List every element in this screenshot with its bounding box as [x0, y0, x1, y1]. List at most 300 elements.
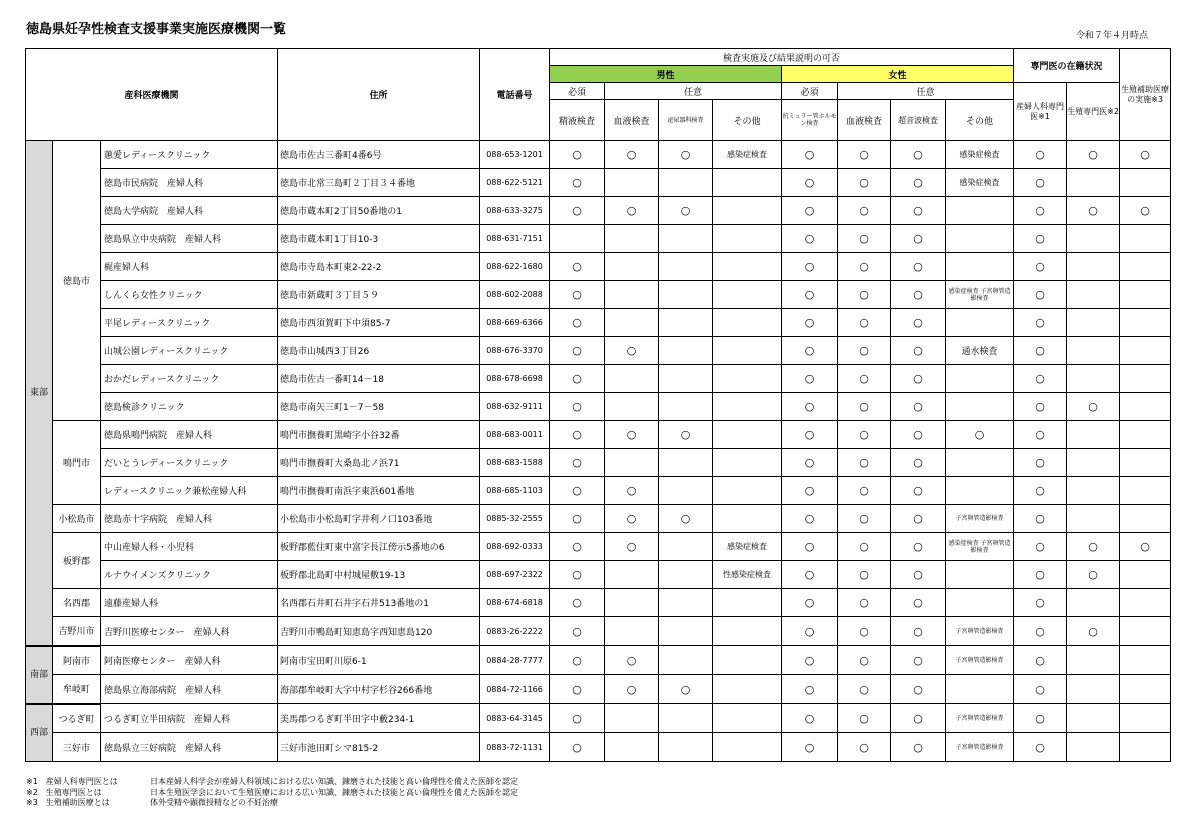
exam-note: 子宮卵管造影検査: [946, 704, 1014, 733]
availability-mark: [946, 309, 1014, 337]
availability-mark: [659, 589, 713, 617]
availability-mark: [1120, 617, 1171, 646]
availability-mark: [713, 197, 782, 225]
institution-phone: 088-676-3370: [480, 337, 550, 365]
institution-address: 美馬郡つるぎ町半田字中藪234-1: [278, 704, 480, 733]
availability-mark: ○: [550, 393, 605, 421]
footnote-key: ※3 生殖補助医療とは: [26, 798, 110, 807]
exam-note: 感染症検査: [713, 141, 782, 169]
availability-mark: [659, 704, 713, 733]
availability-mark: [1067, 646, 1120, 675]
city-cell: 阿南市: [53, 646, 101, 675]
header-ultrasound: 超音波検査: [891, 100, 946, 141]
table-row: [26, 225, 1171, 253]
availability-mark: [605, 733, 659, 762]
availability-mark: [1067, 505, 1120, 533]
city-cell: 牟岐町: [53, 675, 101, 704]
table-row: [26, 169, 1171, 197]
availability-mark: [659, 365, 713, 393]
availability-mark: ○: [891, 141, 946, 169]
table-row: [26, 646, 1171, 675]
availability-mark: [1067, 225, 1120, 253]
availability-mark: ○: [1014, 449, 1067, 477]
institution-address: 板野郡藍住町東中富字長江傍示5番地の6: [278, 533, 480, 561]
exam-note: 子宮卵管造影検査: [946, 733, 1014, 762]
availability-mark: ○: [1120, 533, 1171, 561]
availability-mark: ○: [550, 505, 605, 533]
availability-mark: ○: [550, 477, 605, 505]
institution-address: 徳島市南矢三町1－7－58: [278, 393, 480, 421]
institution-name: レディースクリニック兼松産婦人科: [101, 477, 278, 505]
exam-note: 感染症検査 子宮卵管造影検査: [946, 533, 1014, 561]
exam-note: 感染症検査: [946, 169, 1014, 197]
availability-mark: [1120, 225, 1171, 253]
availability-mark: [1067, 337, 1120, 365]
institution-name: しんくら女性クリニック: [101, 281, 278, 309]
availability-mark: [659, 477, 713, 505]
availability-mark: ○: [838, 141, 891, 169]
institution-phone: 0884-72-1166: [480, 675, 550, 704]
availability-mark: [1120, 393, 1171, 421]
header-specialist: 専門医の在籍状況: [1014, 49, 1120, 83]
availability-mark: ○: [891, 533, 946, 561]
header-female: 女性: [782, 66, 1014, 83]
institution-name: 徳島県立三好病院 産婦人科: [101, 733, 278, 762]
as-of-date: 令和７年４月時点: [1076, 31, 1149, 41]
region-cell: 南部: [26, 646, 53, 704]
institution-address: 海部郡牟岐町大字中村字杉谷266番地: [278, 675, 480, 704]
availability-mark: ○: [1014, 393, 1067, 421]
availability-mark: [713, 253, 782, 281]
availability-mark: ○: [1014, 365, 1067, 393]
availability-mark: [713, 617, 782, 646]
city-cell: 吉野川市: [53, 617, 101, 646]
availability-mark: [1120, 561, 1171, 589]
table-row: [26, 733, 1171, 762]
availability-mark: [605, 589, 659, 617]
table-row: [26, 281, 1171, 309]
header-ob-specialist: 産婦人科専門医※1: [1014, 83, 1067, 141]
city-cell: つるぎ町: [53, 704, 101, 733]
availability-mark: [659, 281, 713, 309]
availability-mark: [1067, 704, 1120, 733]
availability-mark: ○: [782, 309, 838, 337]
availability-mark: ○: [550, 421, 605, 449]
availability-mark: ○: [891, 169, 946, 197]
availability-mark: ○: [1014, 169, 1067, 197]
availability-mark: [659, 337, 713, 365]
availability-mark: [1120, 449, 1171, 477]
availability-mark: ○: [1014, 253, 1067, 281]
institution-address: 鳴門市撫養町大桑島北ノ浜71: [278, 449, 480, 477]
availability-mark: ○: [550, 449, 605, 477]
availability-mark: ○: [782, 421, 838, 449]
institution-phone: 088-602-2088: [480, 281, 550, 309]
table-row: [26, 253, 1171, 281]
header-rep-specialist: 生殖専門医※2: [1067, 83, 1120, 141]
table-row: [26, 704, 1171, 733]
availability-mark: ○: [605, 646, 659, 675]
institution-name: 梶産婦人科: [101, 253, 278, 281]
availability-mark: [946, 365, 1014, 393]
availability-mark: ○: [550, 533, 605, 561]
institution-name: つるぎ町立半田病院 産婦人科: [101, 704, 278, 733]
availability-mark: [713, 589, 782, 617]
header-urology: 泌尿器科検査: [659, 100, 713, 141]
availability-mark: ○: [838, 505, 891, 533]
availability-mark: [659, 393, 713, 421]
institution-phone: 0883-72-1131: [480, 733, 550, 762]
institution-address: 徳島市蔵本町1丁目10-3: [278, 225, 480, 253]
availability-mark: [946, 253, 1014, 281]
footnotes: [26, 777, 518, 809]
header-exam-group: 検査実施及び結果説明の可否: [550, 49, 1014, 66]
institution-phone: 088-653-1201: [480, 141, 550, 169]
availability-mark: ○: [891, 225, 946, 253]
availability-mark: [946, 675, 1014, 704]
availability-mark: ○: [891, 281, 946, 309]
header-institution: 産科医療機関: [26, 49, 278, 141]
availability-mark: [713, 704, 782, 733]
availability-mark: ○: [782, 646, 838, 675]
availability-mark: [605, 225, 659, 253]
table-row: [26, 449, 1171, 477]
exam-note: 感染症検査 子宮卵管造影検査: [946, 281, 1014, 309]
availability-mark: ○: [891, 617, 946, 646]
availability-mark: ○: [782, 197, 838, 225]
availability-mark: ○: [1014, 675, 1067, 704]
institution-name: ルナウイメンズクリニック: [101, 561, 278, 589]
availability-mark: [1067, 253, 1120, 281]
header-amh: 抗ミュラー管ホルモン検査: [782, 100, 838, 141]
availability-mark: [713, 477, 782, 505]
institution-phone: 088-678-6698: [480, 365, 550, 393]
institution-address: 阿南市宝田町川原6-1: [278, 646, 480, 675]
availability-mark: ○: [550, 253, 605, 281]
institution-phone: 088-683-0011: [480, 421, 550, 449]
availability-mark: [713, 309, 782, 337]
institution-address: 吉野川市鴨島町知恵島字西知恵島120: [278, 617, 480, 646]
table-row: [26, 393, 1171, 421]
availability-mark: ○: [782, 505, 838, 533]
availability-mark: [1120, 675, 1171, 704]
institution-address: 板野郡北島町中村城屋敷19-13: [278, 561, 480, 589]
availability-mark: ○: [946, 421, 1014, 449]
institution-phone: 088-697-2322: [480, 561, 550, 589]
institution-name: 徳島県立海部病院 産婦人科: [101, 675, 278, 704]
availability-mark: ○: [1120, 197, 1171, 225]
availability-mark: ○: [1014, 141, 1067, 169]
availability-mark: ○: [550, 281, 605, 309]
institution-address: 徳島市佐古一番町14－18: [278, 365, 480, 393]
availability-mark: ○: [605, 533, 659, 561]
availability-mark: ○: [659, 197, 713, 225]
availability-mark: [1067, 281, 1120, 309]
institution-phone: 088-633-3275: [480, 197, 550, 225]
header-male-other: その他: [713, 100, 782, 141]
availability-mark: [713, 646, 782, 675]
availability-mark: ○: [891, 253, 946, 281]
availability-mark: ○: [891, 309, 946, 337]
availability-mark: [713, 733, 782, 762]
availability-mark: ○: [1014, 733, 1067, 762]
availability-mark: [659, 253, 713, 281]
availability-mark: [659, 533, 713, 561]
institution-name: 遠藤産婦人科: [101, 589, 278, 617]
availability-mark: [659, 733, 713, 762]
institution-rows: [26, 141, 1171, 762]
institution-phone: 088-692-0333: [480, 533, 550, 561]
availability-mark: [1120, 365, 1171, 393]
institution-phone: 088-622-5121: [480, 169, 550, 197]
institution-phone: 088-622-1680: [480, 253, 550, 281]
availability-mark: ○: [659, 141, 713, 169]
availability-mark: ○: [782, 337, 838, 365]
institution-name: 山城公園レディースクリニック: [101, 337, 278, 365]
header-male-blood: 血液検査: [605, 100, 659, 141]
institution-phone: 088-631-7151: [480, 225, 550, 253]
exam-note: 感染症検査: [713, 533, 782, 561]
footnote-text: 体外受精や顕微授精などの不妊治療: [150, 798, 278, 807]
availability-mark: ○: [1014, 225, 1067, 253]
availability-mark: [1120, 477, 1171, 505]
institution-address: 徳島市蔵本町2丁目50番地の1: [278, 197, 480, 225]
availability-mark: ○: [1014, 197, 1067, 225]
availability-mark: ○: [782, 365, 838, 393]
availability-mark: [713, 421, 782, 449]
availability-mark: ○: [550, 704, 605, 733]
availability-mark: ○: [838, 421, 891, 449]
availability-mark: ○: [1014, 477, 1067, 505]
availability-mark: ○: [1120, 141, 1171, 169]
header-female-other: その他: [946, 100, 1014, 141]
footnote-2: [26, 788, 518, 799]
availability-mark: [713, 281, 782, 309]
availability-mark: ○: [1014, 617, 1067, 646]
header-female-optional: 任意: [838, 83, 1014, 100]
availability-mark: ○: [550, 675, 605, 704]
table-row: [26, 561, 1171, 589]
availability-mark: ○: [605, 197, 659, 225]
institution-phone: 088-632-9111: [480, 393, 550, 421]
institution-phone: 088-669-6366: [480, 309, 550, 337]
availability-mark: ○: [838, 589, 891, 617]
institution-table: [25, 48, 1171, 762]
availability-mark: ○: [1067, 141, 1120, 169]
availability-mark: [1120, 646, 1171, 675]
availability-mark: [1120, 337, 1171, 365]
availability-mark: [605, 169, 659, 197]
table-row: [26, 505, 1171, 533]
availability-mark: ○: [838, 733, 891, 762]
availability-mark: ○: [782, 733, 838, 762]
availability-mark: [659, 169, 713, 197]
availability-mark: ○: [782, 449, 838, 477]
institution-address: 徳島市新蔵町３丁目５９: [278, 281, 480, 309]
availability-mark: ○: [838, 477, 891, 505]
availability-mark: [659, 449, 713, 477]
availability-mark: ○: [550, 141, 605, 169]
availability-mark: ○: [838, 646, 891, 675]
availability-mark: ○: [838, 225, 891, 253]
availability-mark: ○: [1067, 393, 1120, 421]
availability-mark: ○: [782, 617, 838, 646]
availability-mark: ○: [891, 505, 946, 533]
availability-mark: ○: [891, 675, 946, 704]
header-phone: 電話番号: [480, 49, 550, 141]
availability-mark: [605, 449, 659, 477]
availability-mark: ○: [1014, 704, 1067, 733]
institution-address: 小松島市小松島町字井利ノ口103番地: [278, 505, 480, 533]
availability-mark: [1120, 733, 1171, 762]
availability-mark: ○: [1014, 281, 1067, 309]
institution-phone: 088-685-1103: [480, 477, 550, 505]
availability-mark: ○: [550, 646, 605, 675]
availability-mark: ○: [1014, 337, 1067, 365]
institution-address: 徳島市佐古三番町4番6号: [278, 141, 480, 169]
header-semen: 精液検査: [550, 100, 605, 141]
availability-mark: [713, 365, 782, 393]
institution-name: 徳島市民病院 産婦人科: [101, 169, 278, 197]
availability-mark: ○: [891, 561, 946, 589]
availability-mark: ○: [550, 617, 605, 646]
availability-mark: ○: [838, 704, 891, 733]
institution-name: 徳島県立中央病院 産婦人科: [101, 225, 278, 253]
region-cell: 東部: [26, 141, 53, 646]
availability-mark: ○: [891, 477, 946, 505]
availability-mark: ○: [1014, 561, 1067, 589]
availability-mark: ○: [1014, 421, 1067, 449]
availability-mark: ○: [1014, 309, 1067, 337]
header-female-blood: 血液検査: [838, 100, 891, 141]
table-row: [26, 589, 1171, 617]
availability-mark: [946, 589, 1014, 617]
availability-mark: ○: [605, 675, 659, 704]
footnote-key: ※2 生殖専門医とは: [26, 787, 102, 797]
availability-mark: ○: [605, 141, 659, 169]
availability-mark: [1067, 449, 1120, 477]
availability-mark: ○: [891, 365, 946, 393]
exam-note: 子宮卵管造影検査: [946, 617, 1014, 646]
header-female-required: 必須: [782, 83, 838, 100]
table-row: [26, 197, 1171, 225]
availability-mark: ○: [838, 281, 891, 309]
availability-mark: ○: [1014, 533, 1067, 561]
availability-mark: [713, 225, 782, 253]
header-art: 生殖補助医療の実施※3: [1120, 49, 1171, 141]
availability-mark: [1067, 309, 1120, 337]
header-male-optional: 任意: [605, 83, 782, 100]
table-row: [26, 675, 1171, 704]
availability-mark: ○: [550, 589, 605, 617]
availability-mark: ○: [891, 733, 946, 762]
availability-mark: ○: [891, 197, 946, 225]
availability-mark: [659, 617, 713, 646]
availability-mark: ○: [1067, 617, 1120, 646]
availability-mark: ○: [838, 253, 891, 281]
institution-phone: 0885-32-2555: [480, 505, 550, 533]
availability-mark: [1067, 477, 1120, 505]
availability-mark: [605, 393, 659, 421]
availability-mark: [1120, 704, 1171, 733]
availability-mark: ○: [782, 141, 838, 169]
availability-mark: ○: [550, 733, 605, 762]
institution-address: 徳島市寺島本町東2-22-2: [278, 253, 480, 281]
availability-mark: ○: [782, 704, 838, 733]
availability-mark: ○: [605, 505, 659, 533]
city-cell: 徳島市: [53, 141, 101, 421]
availability-mark: ○: [1014, 646, 1067, 675]
availability-mark: [659, 225, 713, 253]
availability-mark: ○: [782, 253, 838, 281]
availability-mark: [713, 505, 782, 533]
availability-mark: ○: [891, 704, 946, 733]
footnote-text: 日本産婦人科学会が産婦人科領域における広い知識、錬磨された技能と高い倫理性を備えた医師を認定: [150, 777, 518, 786]
availability-mark: ○: [1067, 533, 1120, 561]
availability-mark: [605, 704, 659, 733]
availability-mark: [659, 309, 713, 337]
availability-mark: ○: [891, 393, 946, 421]
availability-mark: [946, 393, 1014, 421]
institution-name: 徳島県鳴門病院 産婦人科: [101, 421, 278, 449]
availability-mark: [946, 197, 1014, 225]
availability-mark: ○: [838, 393, 891, 421]
availability-mark: ○: [550, 169, 605, 197]
institution-phone: 088-674-6818: [480, 589, 550, 617]
footnote-3: [26, 798, 518, 809]
availability-mark: ○: [782, 477, 838, 505]
availability-mark: ○: [838, 675, 891, 704]
availability-mark: [946, 225, 1014, 253]
availability-mark: [1120, 589, 1171, 617]
footnote-text: 日本生殖医学会において生殖医療における広い知識、錬磨された技能と高い倫理性を備えた医師を認定: [150, 787, 518, 797]
availability-mark: [1120, 421, 1171, 449]
exam-note: 性感染症検査: [713, 561, 782, 589]
city-cell: 小松島市: [53, 505, 101, 533]
availability-mark: ○: [838, 365, 891, 393]
availability-mark: [1067, 421, 1120, 449]
exam-note: 感染症検査: [946, 141, 1014, 169]
availability-mark: [1120, 253, 1171, 281]
availability-mark: ○: [550, 197, 605, 225]
city-cell: 鳴門市: [53, 421, 101, 505]
institution-phone: 0884-28-7777: [480, 646, 550, 675]
exam-note: 子宮卵管造影検査: [946, 646, 1014, 675]
institution-name: 吉野川医療センター 産婦人科: [101, 617, 278, 646]
header-male-required: 必須: [550, 83, 605, 100]
availability-mark: [1120, 281, 1171, 309]
availability-mark: ○: [550, 309, 605, 337]
availability-mark: ○: [838, 309, 891, 337]
availability-mark: [1067, 365, 1120, 393]
availability-mark: ○: [782, 281, 838, 309]
availability-mark: ○: [891, 589, 946, 617]
institution-address: 名西郡石井町石井字石井513番地の1: [278, 589, 480, 617]
availability-mark: ○: [891, 421, 946, 449]
region-cell: 西部: [26, 704, 53, 762]
institution-phone: 088-683-1588: [480, 449, 550, 477]
availability-mark: ○: [838, 617, 891, 646]
availability-mark: ○: [659, 421, 713, 449]
header-address: 住所: [278, 49, 480, 141]
availability-mark: [713, 337, 782, 365]
availability-mark: [1067, 169, 1120, 197]
availability-mark: [605, 617, 659, 646]
availability-mark: [1120, 505, 1171, 533]
availability-mark: ○: [1067, 561, 1120, 589]
exam-note: 通水検査: [946, 337, 1014, 365]
availability-mark: ○: [550, 365, 605, 393]
